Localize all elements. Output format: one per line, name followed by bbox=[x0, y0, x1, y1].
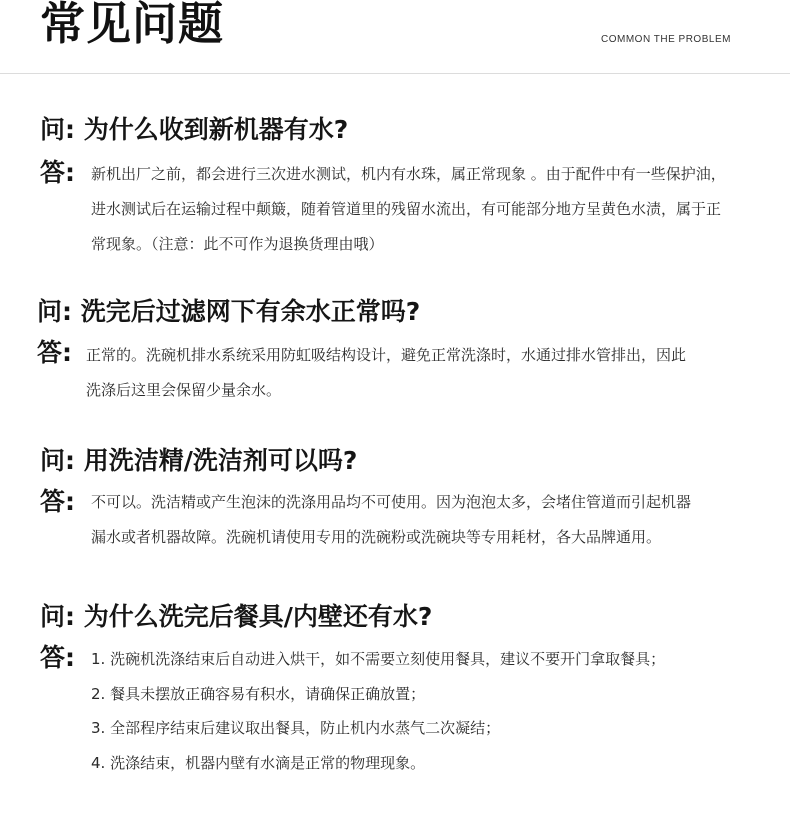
faq-question: 问: 为什么洗完后餐具/内壁还有水? bbox=[40, 602, 433, 631]
faq-answer bbox=[91, 157, 726, 262]
faq-answer bbox=[91, 642, 665, 781]
faq-answer-line: 1. 洗碗机洗涤结束后自动进入烘干，如不需要立刻使用餐具，建议不要开门拿取餐具； bbox=[91, 650, 666, 668]
faq-answer-line: 3. 全部程序结束后建议取出餐具，防止机内水蒸气二次凝结； bbox=[91, 719, 501, 738]
faq-answer-line: 常现象。（注意：此不可作为退换货理由哦） bbox=[91, 235, 384, 253]
faq-question: 问: 洗完后过滤网下有余水正常吗? bbox=[37, 297, 421, 326]
faq-question: 问: 为什么收到新机器有水? bbox=[40, 115, 349, 144]
faq-answer-line: 正常的。洗碗机排水系统采用防虹吸结构设计，避免正常洗涤时，水通过排水管排出，因此 bbox=[86, 346, 687, 364]
faq-answer-label: 答: bbox=[40, 643, 75, 672]
page-subtitle: COMMON THE PROBLEM bbox=[601, 34, 731, 45]
faq-answer-line: 漏水或者机器故障。洗碗机请使用专用的洗碗粉或洗碗块等专用耗材，各大品牌通用。 bbox=[91, 528, 662, 546]
faq-answer-label: 答: bbox=[40, 487, 75, 516]
faq-question: 问: 用洗洁精/洗洁剂可以吗? bbox=[40, 446, 358, 475]
faq-answer-line: 2. 餐具未摆放正确容易有积水，请确保正确放置； bbox=[91, 684, 426, 703]
faq-answer bbox=[86, 338, 686, 408]
faq-answer-line: 新机出厂之前，都会进行三次进水测试，机内有水珠，属正常现象 。由于配件中有一些保护油， bbox=[91, 165, 726, 183]
faq-answer-line: 进水测试后在运输过程中颠簸，随着管道里的残留水流出，有可能部分地方呈黄色水渍，属于正 bbox=[91, 200, 722, 218]
faq-answer-label: 答: bbox=[40, 158, 75, 187]
faq-answer-line: 洗涤后这里会保留少量余水。 bbox=[86, 381, 282, 399]
page-header bbox=[0, 0, 790, 75]
page-title: 常见问题 bbox=[40, 0, 225, 50]
header-divider bbox=[0, 73, 790, 74]
faq-answer-label: 答: bbox=[37, 338, 72, 367]
faq-answer-line: 4. 洗涤结束，机器内壁有水滴是正常的物理现象。 bbox=[91, 754, 426, 773]
faq-answer bbox=[91, 485, 691, 555]
faq-answer-line: 不可以。洗洁精或产生泡沫的洗涤用品均不可使用。因为泡泡太多，会堵住管道而引起机器 bbox=[91, 493, 692, 511]
